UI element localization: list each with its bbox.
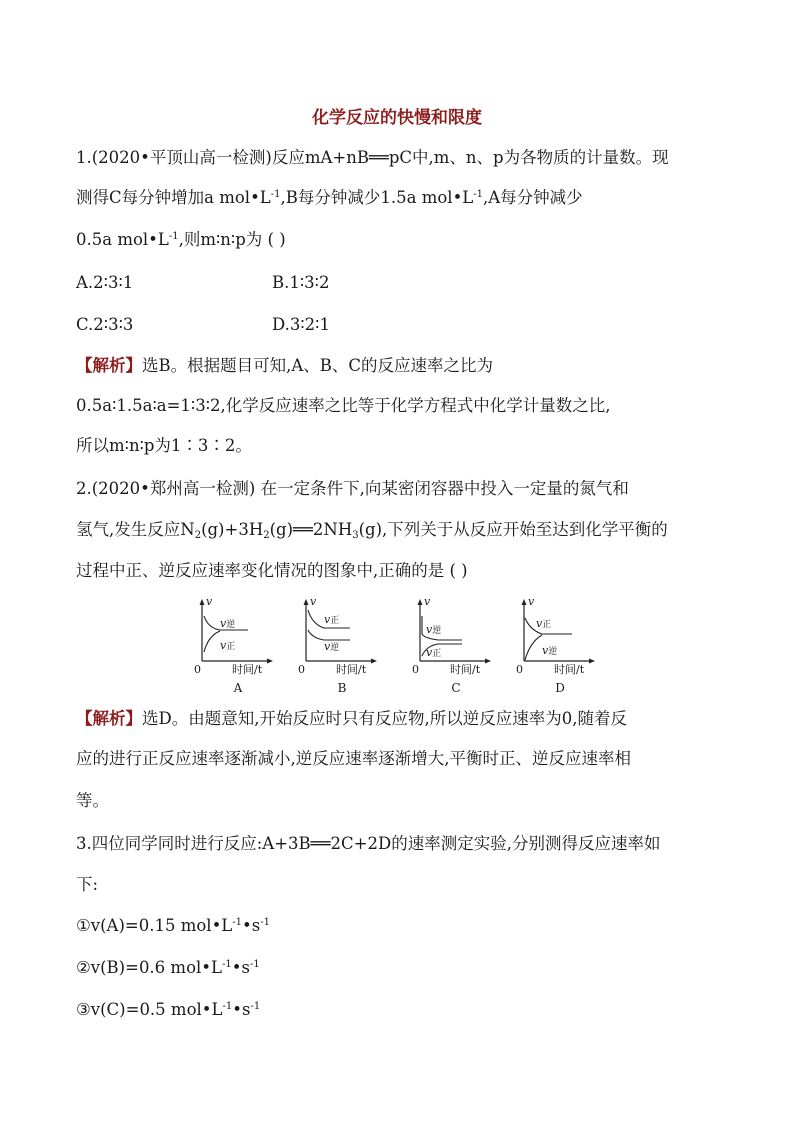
graph-c [398, 596, 498, 696]
rate-graphs [180, 596, 600, 696]
graph-c-name: C [451, 681, 461, 695]
graph-c-v-label: v [424, 595, 431, 608]
answer-tag: 【解析】 [76, 709, 142, 728]
q2-line-3: 过程中正、逆反应速率变化情况的图象中,正确的是 ( ) [76, 561, 468, 580]
q1-line-2: 测得C每分钟增加a $mol•L^{-1},B$每分钟减少1.5a $mol•L^{-1},A$每分钟减少 [76, 188, 583, 207]
q3-rate-2: ②v(B)=0.6 $mol•L^{-1}•s^{-1}$ [76, 958, 260, 977]
page-title: 化学反应的快慢和限度 [312, 108, 482, 128]
graph-d-v-label: v [528, 595, 535, 608]
graph-b-v-label: v [310, 595, 317, 608]
graph-c-upper-label: v逆 [426, 623, 442, 636]
graph-a [180, 596, 280, 696]
graph-c-lower-label: v正 [426, 646, 442, 659]
q2-line-1: 2.(2020•郑州高一检测) 在一定条件下,向某密闭容器中投入一定量的氮气和 [76, 479, 629, 498]
graph-a-v-label: v [206, 595, 213, 608]
graph-b-upper-label: v正 [324, 613, 340, 626]
q2-answer-line-1: 【解析】选D。由题意知,开始反应时只有反应物,所以逆反应速率为0,随着反 [76, 709, 627, 728]
q3-line-2: 下: [76, 875, 99, 894]
q2-answer-line-3: 等。 [76, 791, 109, 810]
q1-answer-line-2: 0.5a∶1.5a∶a=1∶3∶2,化学反应速率之比等于化学方程式中化学计量数之比, [76, 396, 611, 415]
q1-option-b: B.1∶3∶2 [272, 273, 330, 292]
graph-c-plot [398, 596, 498, 696]
q3-rate-1: ①v(A)=0.15 $mol•L^{-1}•s^{-1}$ [76, 916, 270, 935]
answer-tag: 【解析】 [76, 356, 142, 375]
q2-answer-line-2: 应的进行正反应速率逐渐减小,逆反应速率逐渐增大,平衡时正、逆反应速率相 [76, 749, 631, 768]
graph-d-name: D [555, 681, 565, 695]
graph-a-lower-label: v正 [220, 639, 236, 652]
graph-b-origin: 0 [298, 663, 305, 676]
graph-c-origin: 0 [412, 663, 419, 676]
graph-a-origin: 0 [194, 663, 201, 676]
graph-d-lower-label: v逆 [542, 644, 558, 657]
q1-answer-line-3: 所以m∶n∶p为1∶3∶2。 [76, 436, 252, 455]
graph-a-time-label: 时间/t [232, 663, 263, 676]
graph-b-lower-label: v逆 [324, 640, 340, 653]
q3-rate-3: ③v(C)=0.5 $mol•L^{-1}•s^{-1}$ [76, 1000, 261, 1019]
q2-line-2: 氢气,发生反应$N_2(g)+3H_2(g)══2NH_3(g)$,下列关于从反应开始至达到化学平衡的 [76, 520, 668, 541]
graph-d [502, 596, 602, 696]
q3-line-1: 3.四位同学同时进行反应:A+3B══2C+2D的速率测定实验,分别测得反应速率如 [76, 834, 661, 853]
q1-answer-line-1: 【解析】选B。根据题目可知,A、B、C的反应速率之比为 [76, 356, 494, 375]
graph-a-upper-label: v逆 [220, 617, 236, 630]
graph-d-origin: 0 [516, 663, 523, 676]
graph-b [284, 596, 384, 696]
q1-option-a: A.2∶3∶1 [76, 273, 134, 292]
q1-line-1: 1.(2020•平顶山高一检测)反应mA+nB══pC中,m、n、p为各物质的计量数。现 [76, 148, 669, 167]
graph-d-upper-label: v正 [536, 617, 552, 630]
q1-option-d: D.3∶2∶1 [272, 315, 330, 334]
graph-c-time-label: 时间/t [450, 663, 481, 676]
graph-d-time-label: 时间/t [554, 663, 585, 676]
graph-a-name: A [233, 681, 243, 695]
graph-b-name: B [337, 681, 347, 695]
graph-b-time-label: 时间/t [336, 663, 367, 676]
q1-option-c: C.2∶3∶3 [76, 315, 134, 334]
q1-line-3: 0.5a $mol•L^{-1}$,则m∶n∶p为 ( ) [76, 230, 286, 249]
